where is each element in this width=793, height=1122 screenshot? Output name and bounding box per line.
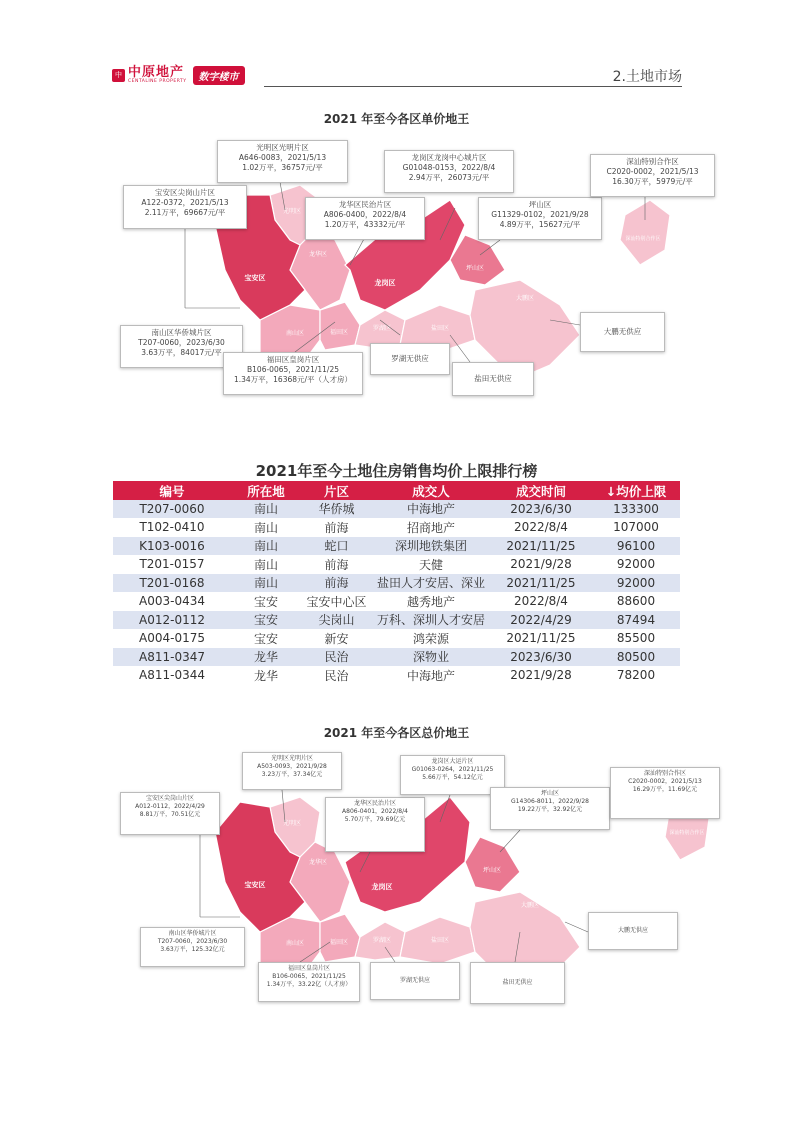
- callout-nanshan: 南山区华侨城片区 T207-0060，2023/6/30 3.63万平，125.32亿元: [140, 927, 245, 967]
- callout-futian: 福田区皇岗片区 B106-0065，2021/11/25 1.34万平，33.22亿（人才房）: [258, 962, 360, 1002]
- label-shenshan: 深汕特别合作区: [669, 830, 705, 836]
- cell-price-cap: 133300: [592, 500, 680, 518]
- callout-shenshan: 深汕特别合作区 C2020-0002，2021/5/13 16.30万平，5979元/平: [590, 154, 715, 197]
- cell-price-cap: 85500: [592, 629, 680, 648]
- cell-id: T207-0060: [113, 500, 231, 518]
- cell-location: 龙华: [231, 648, 301, 667]
- col-header-location[interactable]: 所在地: [231, 481, 301, 500]
- cell-buyer: 盐田人才安居、深业: [372, 574, 490, 593]
- cell-date: 2023/6/30: [490, 648, 592, 667]
- cell-date: 2023/6/30: [490, 500, 592, 518]
- region-pingshan: [465, 837, 520, 892]
- logo-name: 中原地产: [128, 65, 185, 80]
- cell-id: T102-0410: [113, 518, 231, 537]
- cell-price-cap: 96100: [592, 537, 680, 556]
- label-nanshan: 南山区: [285, 330, 305, 337]
- cell-area: 华侨城: [301, 500, 372, 518]
- label-longgang: 龙岗区: [371, 883, 393, 891]
- table-body: [113, 500, 680, 685]
- cell-price-cap: 92000: [592, 555, 680, 574]
- callout-guangming: 光明区光明片区 A503-0093，2021/9/28 3.23万平，37.34亿元: [242, 752, 342, 790]
- cell-location: 南山: [231, 537, 301, 556]
- cell-buyer: 天健: [372, 555, 490, 574]
- cell-location: 宝安: [231, 629, 301, 648]
- cell-date: 2021/11/25: [490, 629, 592, 648]
- cell-date: 2021/11/25: [490, 574, 592, 593]
- cell-price-cap: 87494: [592, 611, 680, 630]
- label-longhua: 龙华区: [308, 251, 328, 258]
- col-header-area[interactable]: 片区: [301, 481, 372, 500]
- label-dapeng: 大鹏区: [520, 902, 540, 909]
- label-guangming: 光明区: [282, 820, 302, 827]
- callout-nanshan: 南山区华侨城片区 T207-0060，2023/6/30 3.63万平，84017元/平: [120, 325, 243, 368]
- cell-id: T201-0168: [113, 574, 231, 593]
- callout-dapeng: 大鹏无供应: [580, 312, 665, 352]
- cell-id: A811-0344: [113, 666, 231, 685]
- col-header-buyer[interactable]: 成交人: [372, 481, 490, 500]
- label-longhua: 龙华区: [308, 859, 328, 866]
- callout-longhua: 龙华区民治片区 A806-0401，2022/8/4 5.70万平，79.69亿元: [325, 797, 425, 852]
- cell-area: 前海: [301, 574, 372, 593]
- logo-mark: 中原: [112, 69, 125, 82]
- cell-location: 南山: [231, 500, 301, 518]
- centaline-logo: [112, 65, 245, 92]
- cell-buyer: 深圳地铁集团: [372, 537, 490, 556]
- label-yantian: 盐田区: [430, 937, 450, 944]
- callout-pingshan: 坪山区 G11329-0102，2021/9/28 4.89万平，15627元/平: [478, 197, 602, 240]
- cell-id: A811-0347: [113, 648, 231, 667]
- cell-buyer: 中海地产: [372, 666, 490, 685]
- label-luohu: 罗湖区: [372, 937, 392, 944]
- cell-date: 2021/9/28: [490, 555, 592, 574]
- region-futian: [320, 302, 360, 350]
- callout-shenshan: 深汕特别合作区 C2020-0002，2021/5/13 16.29万平，11.69亿元: [610, 767, 720, 819]
- map1: [120, 140, 730, 402]
- label-longgang: 龙岗区: [374, 279, 396, 287]
- cell-id: T201-0157: [113, 555, 231, 574]
- callout-longgang: 龙岗区大运片区 G01063-0264，2021/11/25 5.66万平，54.12亿元: [400, 755, 505, 795]
- cell-location: 宝安: [231, 592, 301, 611]
- cell-id: A012-0112: [113, 611, 231, 630]
- label-luohu: 罗湖区: [372, 325, 392, 332]
- label-pingshan: 坪山区: [482, 867, 502, 874]
- cell-buyer: 招商地产: [372, 518, 490, 537]
- ranking-table-title: 2021年至今土地住房销售均价上限排行榜: [255, 462, 538, 480]
- table-row: [113, 592, 680, 611]
- map2-title: 2021 年至今各区总价地王: [323, 726, 470, 740]
- map2: [120, 752, 730, 1014]
- label-shenshan: 深汕特别合作区: [625, 236, 661, 242]
- table-row: [113, 537, 680, 556]
- label-baoan: 宝安区: [244, 274, 266, 282]
- cell-area: 民治: [301, 666, 372, 685]
- callout-guangming: 光明区光明片区 A646-0083，2021/5/13 1.02万平，36757元/平: [217, 140, 348, 183]
- cell-location: 龙华: [231, 666, 301, 685]
- col-header-id[interactable]: 编号: [113, 481, 231, 500]
- page-header: [112, 66, 682, 90]
- cell-date: 2022/4/29: [490, 611, 592, 630]
- cell-date: 2021/11/25: [490, 537, 592, 556]
- col-header-price-cap[interactable]: ↓均价上限: [592, 481, 680, 500]
- cell-area: 尖岗山: [301, 611, 372, 630]
- table-row: [113, 518, 680, 537]
- label-pingshan: 坪山区: [465, 265, 485, 272]
- cell-buyer: 越秀地产: [372, 592, 490, 611]
- label-futian: 福田区: [329, 939, 349, 946]
- callout-pingshan: 坪山区 G14306-8011，2022/9/28 19.22万平，32.92亿元: [490, 787, 610, 830]
- cell-buyer: 万科、深圳人才安居: [372, 611, 490, 630]
- cell-date: 2022/8/4: [490, 592, 592, 611]
- cell-price-cap: 88600: [592, 592, 680, 611]
- cell-buyer: 鸿荣源: [372, 629, 490, 648]
- callout-yantian: 盐田无供应: [452, 362, 534, 396]
- table-row: [113, 574, 680, 593]
- table-row: [113, 648, 680, 667]
- callout-baoan: 宝安区尖岗山片区 A012-0112，2022/4/29 8.81万平，70.51亿元: [120, 792, 220, 835]
- callout-longhua: 龙华区民治片区 A806-0400，2022/8/4 1.20万平，43332元/平: [305, 197, 425, 240]
- section-title: 2.土地市场: [612, 69, 682, 85]
- callout-dapeng: 大鹏无供应: [588, 912, 678, 950]
- label-dapeng: 大鹏区: [515, 295, 535, 302]
- table-row: [113, 555, 680, 574]
- cell-area: 前海: [301, 518, 372, 537]
- map1-title: 2021 年至今各区单价地王: [323, 112, 470, 126]
- cell-location: 南山: [231, 518, 301, 537]
- table-row: [113, 611, 680, 630]
- cell-date: 2022/8/4: [490, 518, 592, 537]
- cell-price-cap: 92000: [592, 574, 680, 593]
- logo-tag: 数字楼市: [193, 66, 245, 85]
- cell-buyer: 中海地产: [372, 500, 490, 518]
- header-rule: [264, 86, 682, 87]
- cell-location: 南山: [231, 574, 301, 593]
- ranking-table: [113, 481, 680, 685]
- table-row: [113, 500, 680, 518]
- cell-location: 南山: [231, 555, 301, 574]
- region-futian: [320, 914, 360, 962]
- cell-area: 蛇口: [301, 537, 372, 556]
- table-header-row: [113, 481, 680, 500]
- callout-futian: 福田区皇岗片区 B106-0065，2021/11/25 1.34万平，16368元/平（人才房）: [223, 352, 363, 395]
- cell-id: A004-0175: [113, 629, 231, 648]
- cell-id: K103-0016: [113, 537, 231, 556]
- cell-area: 前海: [301, 555, 372, 574]
- cell-area: 宝安中心区: [301, 592, 372, 611]
- label-nanshan: 南山区: [285, 940, 305, 947]
- cell-area: 民治: [301, 648, 372, 667]
- callout-luohu: 罗湖无供应: [370, 962, 460, 1000]
- cell-buyer: 深物业: [372, 648, 490, 667]
- cell-date: 2021/9/28: [490, 666, 592, 685]
- cell-price-cap: 107000: [592, 518, 680, 537]
- cell-id: A003-0434: [113, 592, 231, 611]
- label-guangming: 光明区: [282, 208, 302, 215]
- callout-luohu: 罗湖无供应: [370, 343, 450, 375]
- cell-location: 宝安: [231, 611, 301, 630]
- callout-longgang: 龙岗区龙岗中心城片区 G01048-0153，2022/8/4 2.94万平，26073元/平: [384, 150, 514, 193]
- cell-price-cap: 78200: [592, 666, 680, 685]
- cell-price-cap: 80500: [592, 648, 680, 667]
- cell-area: 新安: [301, 629, 372, 648]
- col-header-date[interactable]: 成交时间: [490, 481, 592, 500]
- label-baoan: 宝安区: [244, 881, 266, 889]
- table-row: [113, 629, 680, 648]
- callout-baoan: 宝安区尖岗山片区 A122-0372，2021/5/13 2.11万平，69667元/平: [123, 185, 247, 229]
- logo-english: CENTALINE PROPERTY: [128, 79, 187, 84]
- table-row: [113, 666, 680, 685]
- label-futian: 福田区: [329, 329, 349, 336]
- label-yantian: 盐田区: [430, 325, 450, 332]
- callout-yantian: 盐田无供应: [470, 962, 565, 1004]
